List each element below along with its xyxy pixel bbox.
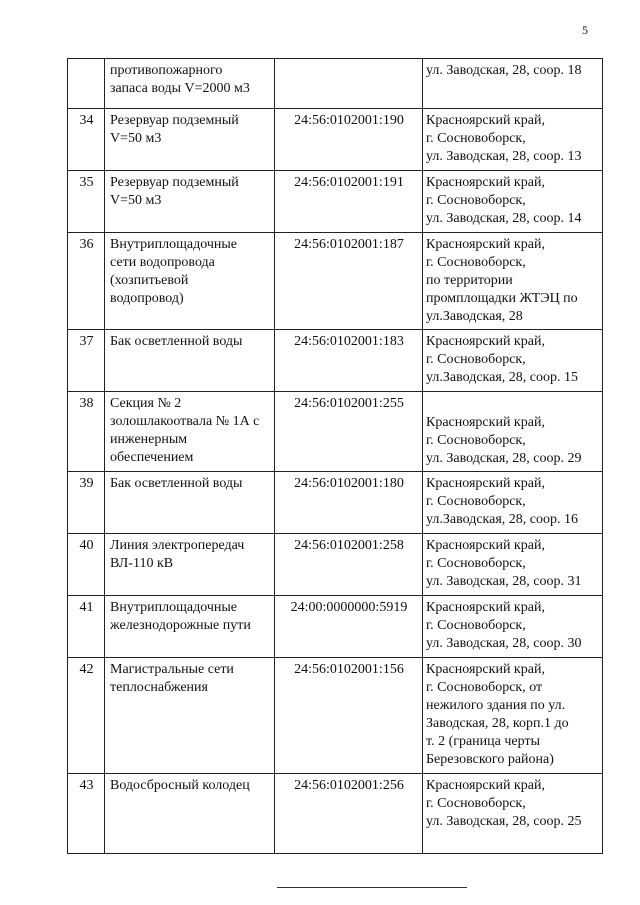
object-name-cell: [105, 392, 275, 472]
object-name-cell: [105, 774, 275, 854]
object-name: Секция № 2 золошлакоотвала № 1А с инженерным обеспечением: [110, 396, 260, 465]
cadastral-number-cell: [275, 472, 423, 534]
object-address: ул. Заводская, 28, соор. 18: [426, 63, 582, 78]
object-name: Резервуар подземный V=50 м3: [110, 113, 239, 146]
row-number: 38: [79, 396, 94, 411]
row-number-cell: [68, 534, 105, 596]
table-row: [68, 59, 603, 109]
object-name-cell: [105, 596, 275, 658]
row-number: 42: [79, 662, 94, 677]
row-number-cell: [68, 233, 105, 330]
table-row: [68, 472, 603, 534]
cadastral-number-cell: [275, 658, 423, 774]
cadastral-number-cell: [275, 171, 423, 233]
object-name: Бак осветленной воды: [110, 476, 243, 491]
cadastral-number-cell: [275, 392, 423, 472]
row-number: 37: [79, 334, 94, 349]
object-address: Красноярский край, г. Сосновоборск, от нежилого здания по ул. Заводская, 28, корп.1 до т. 2 (граница черты Березовского района): [426, 662, 569, 767]
object-name: Внутриплощадочные сети водопровода (хозпитьевой водопровод): [110, 237, 237, 306]
cadastral-number-cell: [275, 534, 423, 596]
object-address: Красноярский край, г. Сосновоборск, ул.Заводская, 28, соор. 16: [426, 476, 579, 527]
table-row: [68, 534, 603, 596]
object-name-cell: [105, 59, 275, 109]
cadastral-number: 24:56:0102001:190: [294, 113, 404, 128]
cadastral-number: 24:56:0102001:187: [294, 237, 404, 252]
object-address: Красноярский край, г. Сосновоборск, ул.Заводская, 28, соор. 15: [426, 334, 579, 385]
cadastral-number-cell: [275, 330, 423, 392]
cadastral-number: 24:56:0102001:183: [294, 334, 404, 349]
object-name: Линия электропередач ВЛ-110 кВ: [110, 538, 245, 571]
bottom-rule: [277, 887, 467, 888]
object-address-cell: [423, 59, 603, 109]
object-address-cell: [423, 658, 603, 774]
row-number-cell: [68, 330, 105, 392]
cadastral-number: 24:56:0102001:180: [294, 476, 404, 491]
row-number-cell: [68, 109, 105, 171]
object-address: Красноярский край, г. Сосновоборск, ул. Заводская, 28, соор. 30: [426, 600, 582, 651]
cadastral-number-cell: [275, 233, 423, 330]
object-name-cell: [105, 330, 275, 392]
object-name: Водосбросный колодец: [110, 778, 250, 793]
object-address-cell: [423, 534, 603, 596]
row-number-cell: [68, 392, 105, 472]
page-number: 5: [582, 23, 588, 37]
cadastral-number-cell: [275, 596, 423, 658]
object-name: Магистральные сети теплоснабжения: [110, 662, 234, 695]
cadastral-number: 24:56:0102001:255: [294, 396, 404, 411]
row-number: 40: [79, 538, 94, 553]
row-number-cell: [68, 171, 105, 233]
object-address-cell: [423, 596, 603, 658]
property-registry-table: [67, 58, 603, 854]
object-name-cell: [105, 472, 275, 534]
row-number: 43: [79, 778, 94, 793]
cadastral-number: 24:56:0102001:258: [294, 538, 404, 553]
object-name: Бак осветленной воды: [110, 334, 243, 349]
object-address: Красноярский край, г. Сосновоборск, ул. Заводская, 28, соор. 13: [426, 113, 582, 164]
object-address: Красноярский край, г. Сосновоборск, ул. Заводская, 28, соор. 31: [426, 538, 582, 589]
object-name-cell: [105, 534, 275, 596]
cadastral-number: 24:56:0102001:191: [294, 175, 404, 190]
row-number-cell: [68, 596, 105, 658]
cadastral-number: 24:00:0000000:5919: [290, 600, 408, 615]
object-address-cell: [423, 330, 603, 392]
cadastral-number: 24:56:0102001:256: [294, 778, 404, 793]
cadastral-number: 24:56:0102001:156: [294, 662, 404, 677]
object-address: Красноярский край, г. Сосновоборск, ул. Заводская, 28, соор. 29: [426, 415, 582, 466]
object-address: Красноярский край, г. Сосновоборск, ул. Заводская, 28, соор. 25: [426, 778, 582, 829]
object-address-cell: [423, 109, 603, 171]
row-number: 36: [79, 237, 94, 252]
object-address: Красноярский край, г. Сосновоборск, по территории промплощадки ЖТЭЦ по ул.Заводская, 28: [426, 237, 578, 324]
object-name: противопожарного запаса воды V=2000 м3: [110, 63, 250, 96]
table-row: [68, 392, 603, 472]
object-name-cell: [105, 658, 275, 774]
object-name-cell: [105, 233, 275, 330]
object-name: Резервуар подземный V=50 м3: [110, 175, 239, 208]
row-number-cell: [68, 59, 105, 109]
table-row: [68, 596, 603, 658]
row-number-cell: [68, 774, 105, 854]
cadastral-number-cell: [275, 774, 423, 854]
object-address-cell: [423, 472, 603, 534]
object-name: Внутриплощадочные железнодорожные пути: [110, 600, 251, 633]
registry-table-body: [68, 59, 603, 854]
table-row: [68, 171, 603, 233]
object-address-cell: [423, 171, 603, 233]
row-number: 35: [79, 175, 94, 190]
cadastral-number-cell: [275, 109, 423, 171]
row-number-cell: [68, 472, 105, 534]
object-name-cell: [105, 171, 275, 233]
object-address-cell: [423, 774, 603, 854]
table-row: [68, 233, 603, 330]
object-address: Красноярский край, г. Сосновоборск, ул. Заводская, 28, соор. 14: [426, 175, 582, 226]
table-row: [68, 658, 603, 774]
row-number: 41: [79, 600, 94, 615]
object-address-cell: [423, 392, 603, 472]
row-number: 34: [79, 113, 94, 128]
table-row: [68, 330, 603, 392]
row-number: 39: [79, 476, 94, 491]
row-number-cell: [68, 658, 105, 774]
table-row: [68, 774, 603, 854]
object-name-cell: [105, 109, 275, 171]
object-address-cell: [423, 233, 603, 330]
table-row: [68, 109, 603, 171]
cadastral-number-cell: [275, 59, 423, 109]
